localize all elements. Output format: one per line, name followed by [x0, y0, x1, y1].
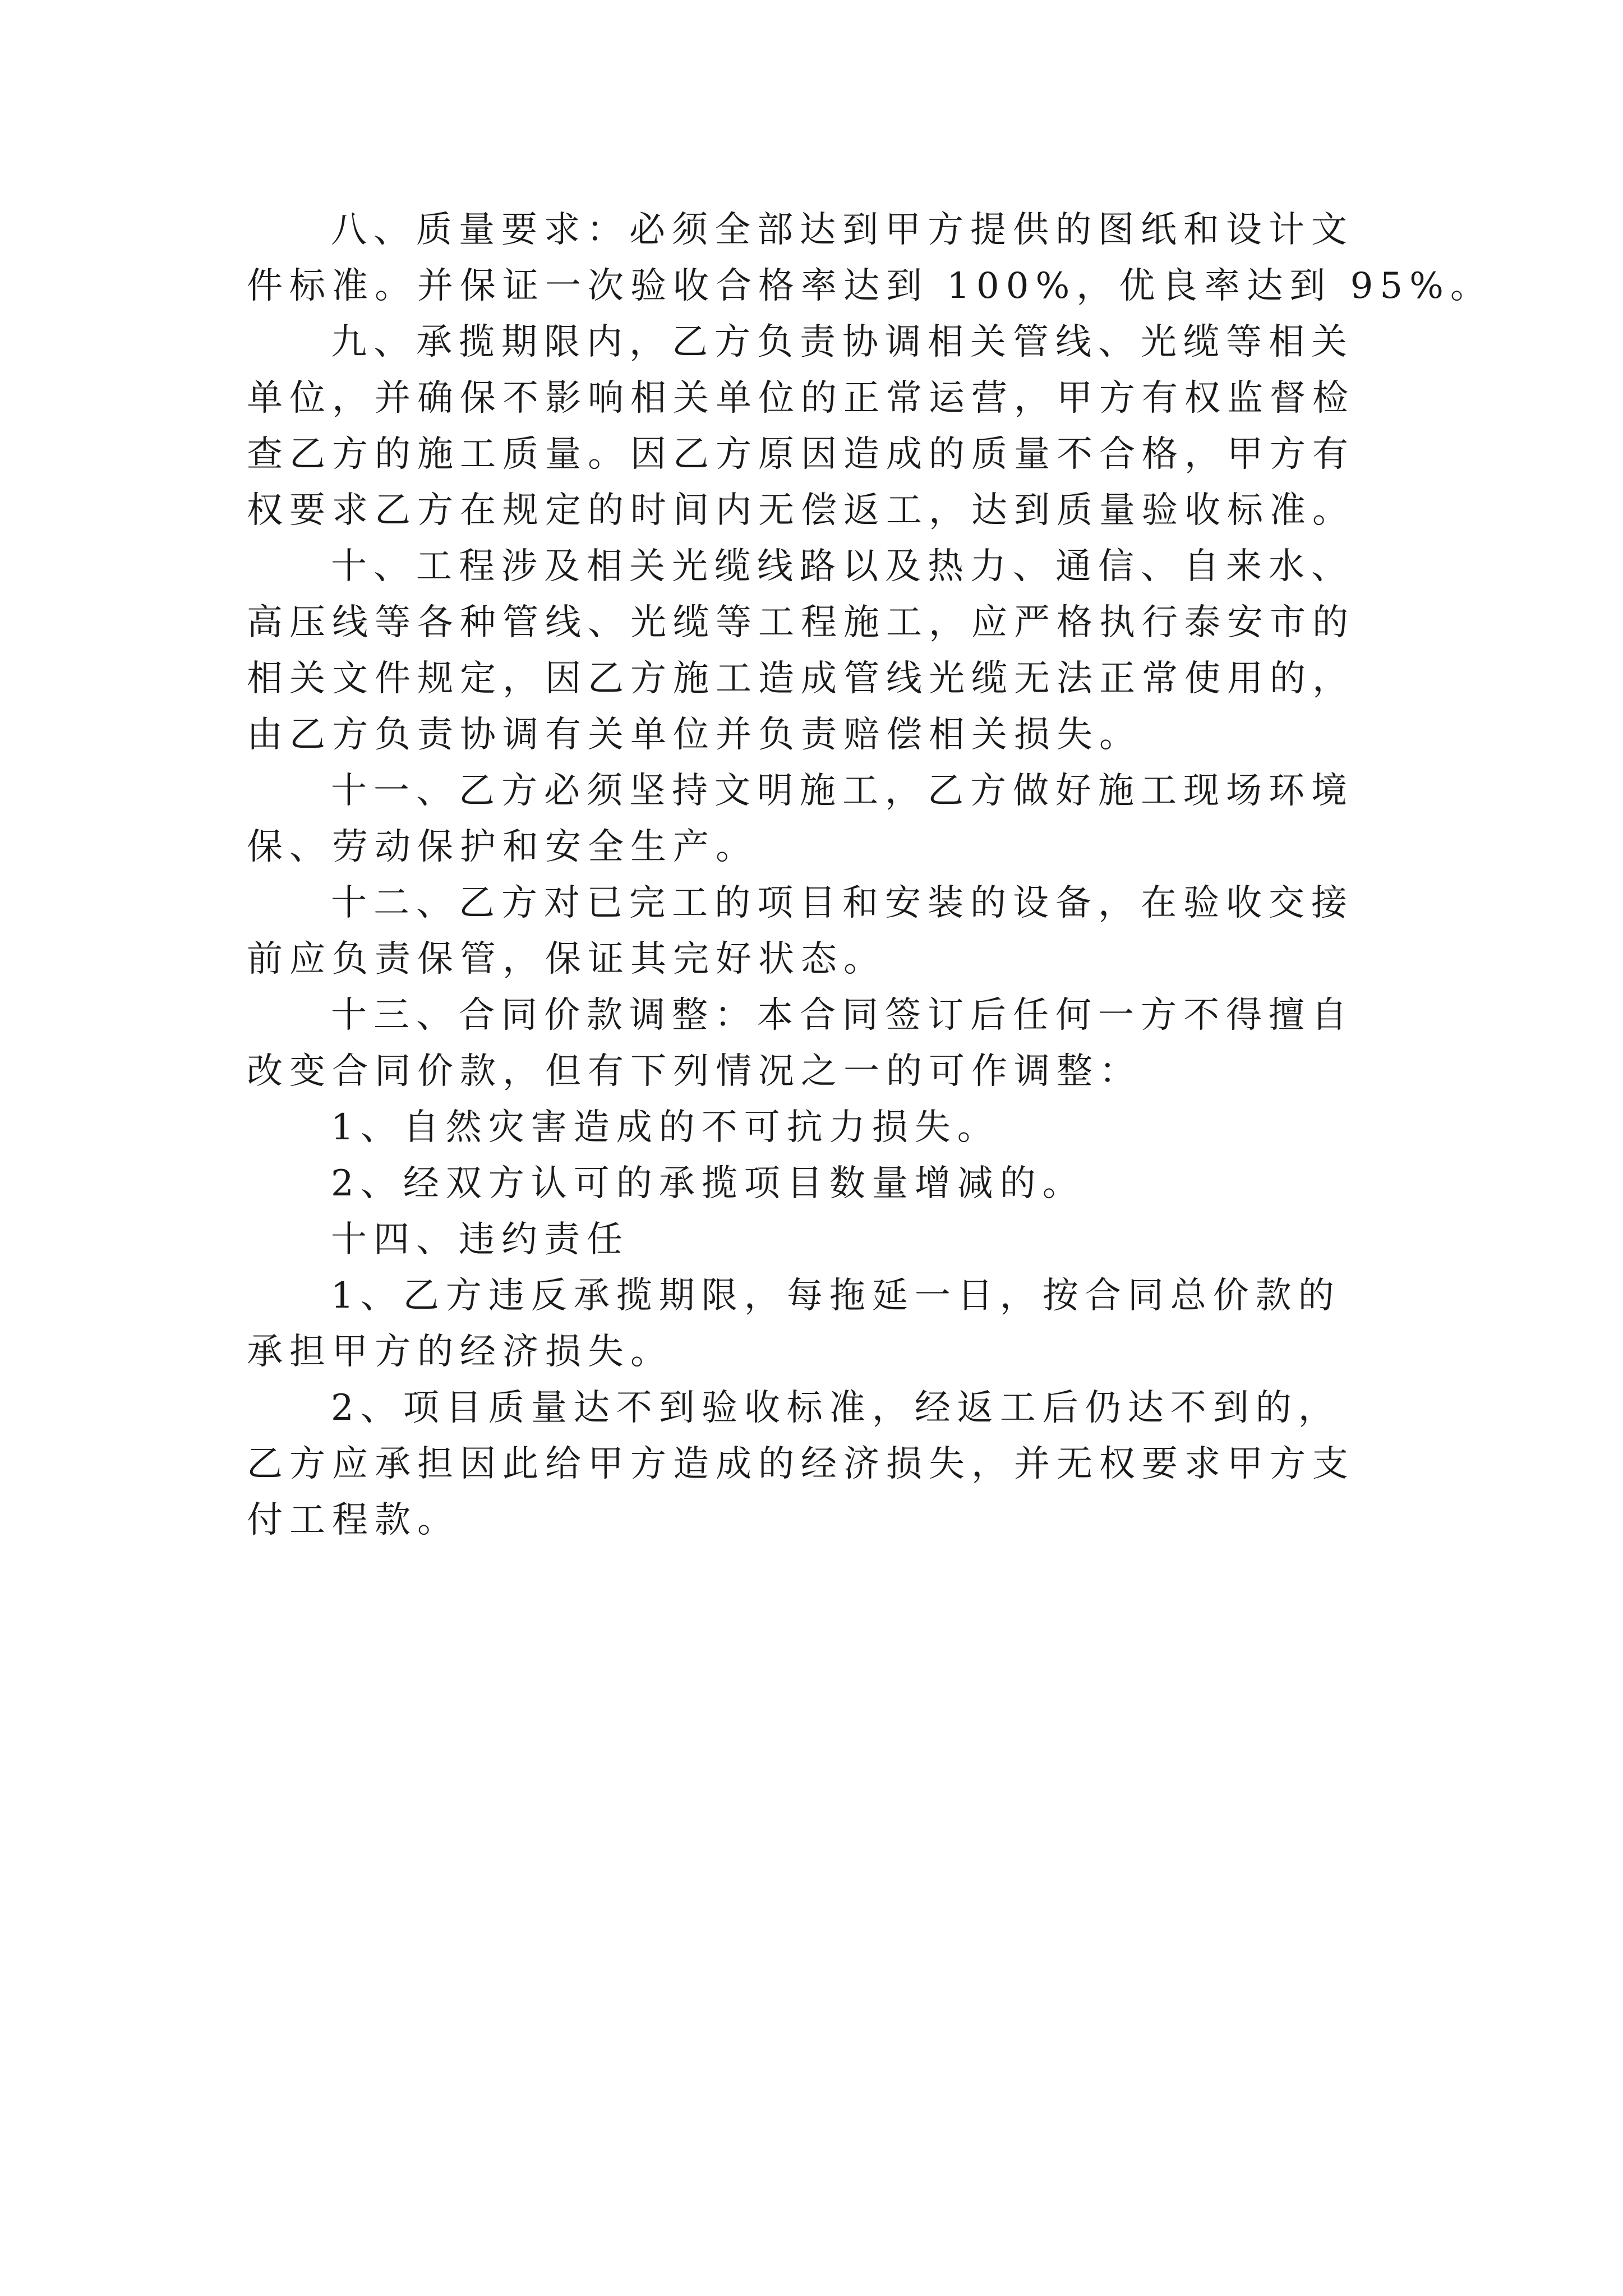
text-line: 十、工程涉及相关光缆线路以及热力、通信、自来水、	[331, 546, 1354, 587]
text-line: 相关文件规定，因乙方施工造成管线光缆无法正常使用的，	[247, 658, 1355, 700]
text-line: 1、自然灾害造成的不可抗力损失。	[331, 1107, 1000, 1148]
text-line: 付工程款。	[247, 1499, 460, 1541]
text-line: 八、质量要求：必须全部达到甲方提供的图纸和设计文	[331, 209, 1354, 251]
text-line: 九、承揽期限内，乙方负责协调相关管线、光缆等相关	[331, 321, 1354, 363]
document-body	[247, 202, 1493, 1548]
text-line: 改变合同价款，但有下列情况之一的可作调整：	[247, 1051, 1142, 1092]
text-line: 十三、合同价款调整：本合同签订后任何一方不得擅自	[331, 995, 1354, 1036]
text-line: 由乙方负责协调有关单位并负责赔偿相关损失。	[247, 714, 1142, 756]
text-line: 2、项目质量达不到验收标准，经返工后仍达不到的，	[331, 1387, 1341, 1429]
text-line: 件标准。并保证一次验收合格率达到 100%，优良率达到 95%。	[247, 265, 1493, 307]
text-line: 十四、违约责任	[331, 1219, 629, 1260]
text-line: 高压线等各种管线、光缆等工程施工，应严格执行泰安市的	[247, 602, 1355, 643]
text-line: 前应负责保管，保证其完好状态。	[247, 938, 886, 980]
text-line: 承担甲方的经济损失。	[247, 1331, 673, 1373]
text-line: 乙方应承担因此给甲方造成的经济损失，并无权要求甲方支	[247, 1443, 1355, 1485]
text-line: 十二、乙方对已完工的项目和安装的设备，在验收交接	[331, 882, 1354, 924]
text-line: 单位，并确保不影响相关单位的正常运营，甲方有权监督检	[247, 378, 1355, 419]
text-line: 权要求乙方在规定的时间内无偿返工，达到质量验收标准。	[247, 490, 1355, 531]
text-line: 2、经双方认可的承揽项目数量增减的。	[331, 1163, 1085, 1204]
text-line: 1、乙方违反承揽期限，每拖延一日，按合同总价款的	[331, 1275, 1341, 1317]
text-line: 保、劳动保护和安全生产。	[247, 826, 758, 868]
text-line: 十一、乙方必须坚持文明施工，乙方做好施工现场环境	[331, 770, 1354, 812]
text-line: 查乙方的施工质量。因乙方原因造成的质量不合格，甲方有	[247, 434, 1355, 475]
